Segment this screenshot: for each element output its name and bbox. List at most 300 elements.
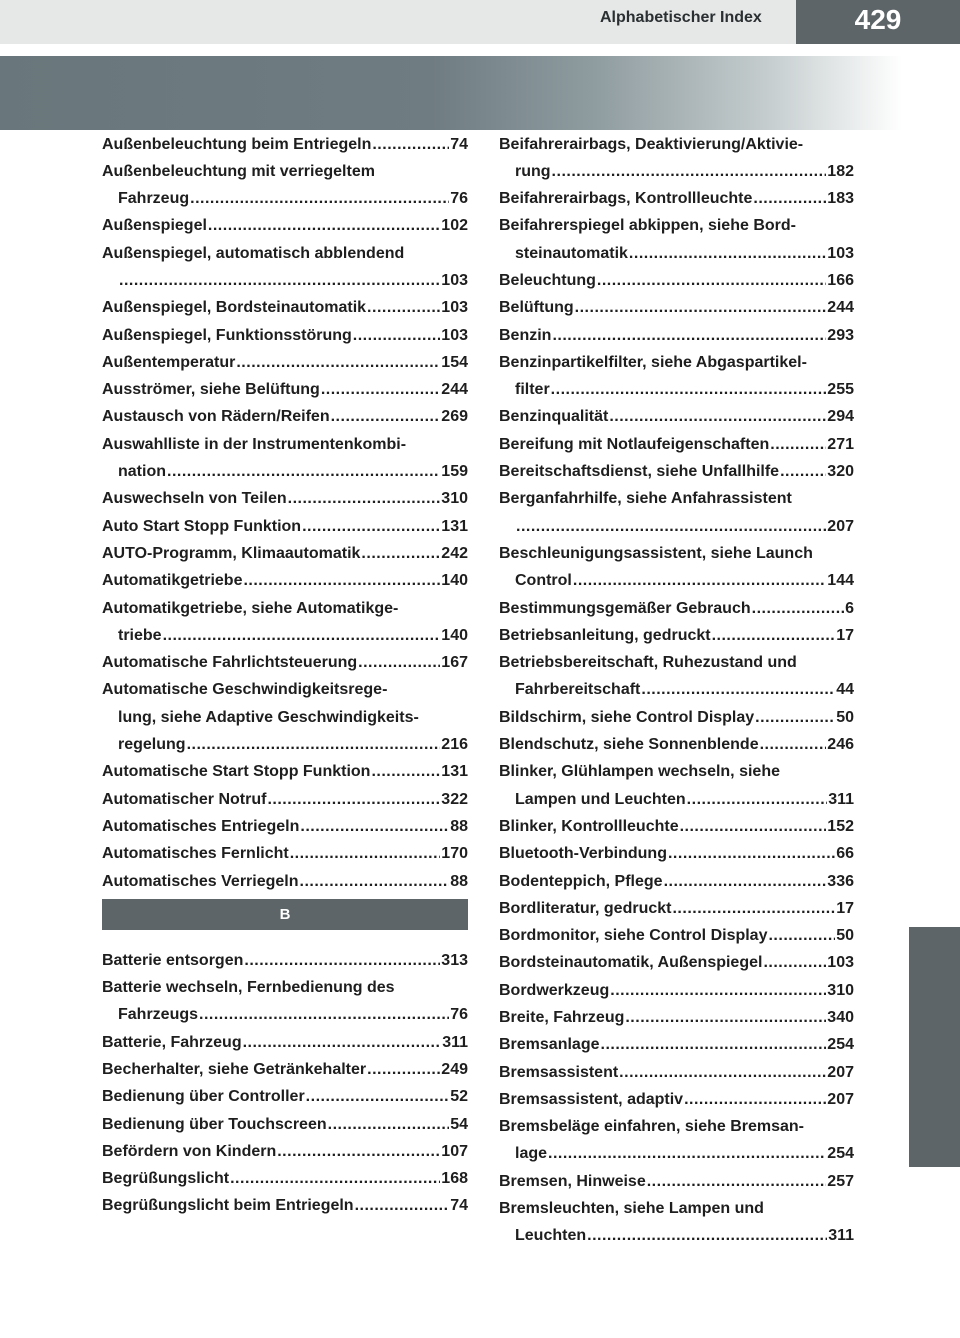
index-entry-line — [102, 431, 468, 458]
leader-dots — [190, 185, 449, 212]
leader-dots — [684, 1086, 826, 1113]
leader-dots — [668, 840, 835, 867]
index-page-number: 131 — [441, 763, 468, 781]
index-entry-line — [102, 322, 468, 349]
leader-dots — [551, 376, 827, 403]
index-entry — [499, 322, 854, 349]
index-entry-text: Bereitschaftsdienst, siehe Unfallhilfe — [499, 463, 780, 481]
index-entry-text: Bordliteratur, gedruckt — [499, 899, 672, 917]
index-entry-line — [499, 212, 854, 239]
index-entry-line — [102, 131, 468, 158]
index-entry-line — [102, 158, 468, 185]
index-entry-text: Begrüßungslicht — [102, 1170, 230, 1188]
leader-dots — [306, 1083, 450, 1110]
index-entry-text: Batterie wechseln, Fernbedienung des — [102, 979, 395, 997]
index-entry-text: Beschleunigungsassistent, siehe Launch — [499, 544, 813, 562]
index-page-number: 103 — [441, 326, 468, 344]
index-page-number: 66 — [836, 845, 854, 863]
index-entry-text: Auswechseln von Teilen — [102, 490, 287, 508]
index-entry — [499, 868, 854, 895]
leader-dots — [367, 294, 440, 321]
leader-dots — [290, 840, 441, 867]
leader-dots — [610, 977, 826, 1004]
index-entry-text: Benzin — [499, 326, 552, 344]
index-entry-line — [102, 974, 468, 1001]
index-entry-text: Außenspiegel — [102, 217, 207, 235]
index-entry-line — [499, 840, 854, 867]
leader-dots — [780, 458, 826, 485]
index-page-number: 88 — [450, 872, 468, 890]
index-entry — [102, 1056, 468, 1083]
index-entry — [102, 513, 468, 540]
index-entry — [102, 974, 468, 1029]
index-entry-text: Breite, Fahrzeug — [499, 1009, 625, 1026]
leader-dots — [243, 1029, 442, 1056]
index-entry — [499, 349, 854, 404]
index-entry-text: Bremsanlage — [499, 1036, 600, 1054]
index-entry-text: Automatische Geschwindigkeitsrege- — [102, 681, 388, 699]
index-entry-line — [499, 540, 854, 567]
index-page-number: 216 — [441, 736, 468, 754]
index-entry-line — [499, 322, 854, 349]
leader-dots — [573, 567, 826, 594]
index-entry-line — [499, 977, 854, 1004]
index-page-number: 257 — [827, 1172, 854, 1190]
index-entry-text: Bremsen, Hinweise — [499, 1172, 646, 1190]
index-entry-line — [102, 513, 468, 540]
index-entry — [499, 267, 854, 294]
leader-dots — [625, 1004, 826, 1031]
leader-dots — [712, 622, 836, 649]
index-entry-line — [102, 1083, 468, 1110]
index-entry — [499, 758, 854, 813]
index-entry — [499, 1168, 854, 1195]
index-entry-text: nation — [118, 463, 166, 481]
index-entry-line — [102, 704, 468, 731]
leader-dots — [770, 431, 826, 458]
index-entry-text: Belüftung — [499, 299, 574, 317]
index-entry-line — [102, 786, 468, 813]
index-entry-text: steinautomatik — [515, 244, 628, 262]
index-entry-line — [102, 185, 468, 212]
index-entry-line — [102, 649, 468, 676]
index-entry — [499, 185, 854, 212]
leader-dots — [167, 458, 440, 485]
index-entry — [499, 1059, 854, 1086]
leader-dots — [763, 949, 826, 976]
index-entry-text: Automatikgetriebe — [102, 572, 243, 590]
leader-dots — [597, 267, 826, 294]
index-entry — [102, 758, 468, 785]
index-page-number: 311 — [828, 790, 854, 808]
index-page-number: 293 — [827, 326, 854, 344]
index-entry-text: Austausch von Rädern/Reifen — [102, 408, 330, 426]
index-page-number: 103 — [441, 299, 468, 317]
index-entry-text: Automatikgetriebe, siehe Automatikge- — [102, 599, 399, 617]
index-page-number: 322 — [441, 790, 468, 808]
index-entry-line — [499, 704, 854, 731]
index-entry-text: Bremsassistent — [499, 1063, 619, 1081]
index-page-number: 336 — [827, 872, 854, 890]
index-entry-text: Fahrzeugs — [118, 1006, 199, 1024]
leader-dots — [353, 322, 441, 349]
index-page-number: 107 — [441, 1142, 468, 1160]
letter-section-header: B — [102, 899, 468, 930]
index-entry — [102, 403, 468, 430]
index-entry-line — [102, 485, 468, 512]
leader-dots — [244, 947, 440, 974]
index-entry — [102, 786, 468, 813]
leader-dots — [516, 513, 826, 540]
index-entry-line — [499, 1031, 854, 1058]
index-page-number: 166 — [827, 271, 854, 289]
leader-dots — [302, 513, 440, 540]
index-page-number: 50 — [836, 708, 854, 726]
index-entry-text: Beifahrerairbags, Kontrollleuchte — [499, 190, 753, 208]
index-entry-text: Benzinqualität — [499, 408, 609, 426]
index-entry — [499, 1031, 854, 1058]
index-entry — [102, 431, 468, 486]
index-entry-line — [499, 758, 854, 785]
index-page-number: 17 — [836, 626, 854, 644]
index-entry-line — [499, 376, 854, 403]
index-entry-text: Control — [515, 572, 572, 590]
index-entry-line — [499, 131, 854, 158]
index-entry-line — [499, 185, 854, 212]
index-entry-text: Leuchten — [515, 1227, 587, 1245]
index-entry-text: Außenspiegel, Bordsteinautomatik — [102, 299, 367, 317]
index-entry-line — [499, 949, 854, 976]
index-entry — [499, 595, 854, 622]
index-page-number: 255 — [827, 381, 854, 399]
index-entry-text: triebe — [118, 626, 162, 644]
index-entry-line — [102, 1029, 468, 1056]
index-list-b — [102, 947, 468, 1220]
index-entry-line — [499, 1195, 854, 1222]
index-page-number: 88 — [450, 817, 468, 835]
leader-dots — [187, 731, 441, 758]
index-entry — [102, 1083, 468, 1110]
index-entry — [102, 813, 468, 840]
index-entry — [102, 947, 468, 974]
index-entry-line — [499, 895, 854, 922]
index-entry-line — [499, 922, 854, 949]
index-entry-line — [102, 540, 468, 567]
index-entry-text: Außentemperatur — [102, 353, 236, 371]
index-entry-line — [499, 513, 854, 540]
leader-dots — [753, 185, 826, 212]
index-page-number: 144 — [827, 572, 854, 590]
index-page-number: 168 — [441, 1170, 468, 1188]
index-page-number: 271 — [827, 435, 854, 453]
index-list-right — [499, 131, 854, 1250]
index-column-right — [499, 131, 854, 1250]
index-page-number: 140 — [441, 572, 468, 590]
index-entry-line — [102, 1165, 468, 1192]
index-entry-text: Automatisches Fernlicht — [102, 845, 289, 863]
index-page-number: 76 — [450, 190, 468, 208]
index-entry-text: Batterie, Fahrzeug — [102, 1033, 242, 1051]
index-entry-line — [499, 1004, 854, 1031]
index-entry-text: Betriebsbereitschaft, Ruhezustand und — [499, 654, 797, 672]
index-entry-text: Auswahlliste in der Instrumentenkombi- — [102, 435, 407, 453]
index-entry-text: Außenbeleuchtung mit verriegeltem — [102, 162, 375, 180]
leader-dots — [575, 294, 827, 321]
index-entry-text: Automatisches Verriegeln — [102, 872, 299, 890]
index-entry — [499, 704, 854, 731]
index-entry-text: Bluetooth-Verbindung — [499, 845, 667, 863]
index-entry-text: Bordsteinautomatik, Außenspiegel — [499, 954, 763, 972]
index-entry — [499, 294, 854, 321]
leader-dots — [199, 1001, 449, 1028]
index-entry-line — [499, 349, 854, 376]
index-page-number: 313 — [441, 951, 468, 969]
index-entry-text: Beifahrerairbags, Deaktivierung/Aktivie- — [499, 135, 804, 153]
index-page-number: 244 — [827, 299, 854, 317]
index-entry-line — [102, 376, 468, 403]
index-entry-line — [102, 1138, 468, 1165]
index-entry — [499, 485, 854, 540]
index-entry — [499, 212, 854, 267]
page-number: 429 — [796, 0, 960, 44]
thumb-index-tab — [909, 927, 960, 1167]
index-entry-line — [102, 622, 468, 649]
index-entry-text: Benzinpartikelfilter, siehe Abgaspartikel- — [499, 353, 807, 371]
index-page-number: 17 — [836, 899, 854, 917]
index-page-number: 152 — [827, 817, 854, 835]
section-title: Alphabetischer Index — [600, 9, 762, 26]
index-entry-line — [102, 567, 468, 594]
leader-dots — [236, 349, 440, 376]
index-page-number: 167 — [441, 654, 468, 672]
index-page-number: 182 — [827, 162, 854, 180]
index-entry-text: Bremsassistent, adaptiv — [499, 1090, 684, 1108]
index-entry — [102, 1029, 468, 1056]
index-entry-line — [499, 731, 854, 758]
index-entry-text: Bedienung über Controller — [102, 1088, 305, 1106]
index-entry-text: Batterie entsorgen — [102, 951, 244, 969]
index-entry-text: Außenbeleuchtung beim Entriegeln — [102, 135, 372, 153]
index-entry — [102, 1138, 468, 1165]
index-entry-line — [102, 1001, 468, 1028]
leader-dots — [752, 595, 844, 622]
index-entry-line — [499, 1168, 854, 1195]
leader-dots — [601, 1031, 827, 1058]
header-banner — [0, 56, 960, 130]
leader-dots — [760, 731, 827, 758]
index-entry-text: Außenspiegel, Funktionsstörung — [102, 326, 352, 344]
index-page-number: 103 — [827, 954, 854, 972]
index-entry — [499, 813, 854, 840]
index-entry-line — [499, 595, 854, 622]
index-entry — [102, 376, 468, 403]
leader-dots — [587, 1222, 827, 1249]
index-entry-text: Becherhalter, siehe Getränkehalter — [102, 1061, 367, 1078]
leader-dots — [361, 540, 440, 567]
index-entry — [499, 949, 854, 976]
index-entry — [102, 567, 468, 594]
index-list-a — [102, 131, 468, 895]
index-entry — [499, 1004, 854, 1031]
index-entry-line — [499, 1086, 854, 1113]
leader-dots — [768, 922, 835, 949]
index-entry-text: Berganfahrhilfe, siehe Anfahrassistent — [499, 490, 792, 508]
leader-dots — [664, 868, 827, 895]
index-page-number: 103 — [441, 271, 468, 289]
index-entry — [499, 895, 854, 922]
index-page-number: 207 — [827, 1090, 854, 1108]
leader-dots — [619, 1059, 826, 1086]
index-entry-line — [499, 649, 854, 676]
leader-dots — [288, 485, 441, 512]
index-entry-line — [499, 1059, 854, 1086]
index-page-number: 76 — [450, 1006, 468, 1024]
index-entry-line — [499, 567, 854, 594]
index-entry-line — [102, 758, 468, 785]
index-page-number: 310 — [827, 981, 854, 999]
index-entry-line — [102, 240, 468, 267]
index-entry — [499, 977, 854, 1004]
index-entry-line — [102, 595, 468, 622]
index-page-number: 311 — [442, 1033, 468, 1051]
index-entry-text: Lampen und Leuchten — [515, 790, 686, 808]
leader-dots — [672, 895, 835, 922]
index-entry-text: Begrüßungslicht beim Entriegeln — [102, 1197, 354, 1215]
index-entry — [102, 485, 468, 512]
index-entry-text: Bordmonitor, siehe Control Display — [499, 927, 768, 945]
index-entry — [102, 868, 468, 895]
index-entry — [499, 131, 854, 186]
leader-dots — [321, 376, 440, 403]
index-page-number: 74 — [450, 1197, 468, 1215]
index-entry-line — [102, 947, 468, 974]
index-entry-line — [102, 294, 468, 321]
index-entry-text: Fahrzeug — [118, 190, 190, 208]
index-entry-text: Bildschirm, siehe Control Display — [499, 708, 755, 726]
index-page-number: 140 — [441, 626, 468, 644]
index-entry-text: Fahrbereitschaft — [515, 681, 641, 699]
index-entry — [102, 595, 468, 650]
index-page-number: 294 — [827, 408, 854, 426]
index-page-number: 54 — [450, 1115, 468, 1133]
index-entry — [499, 622, 854, 649]
index-entry-line — [499, 622, 854, 649]
index-entry-line — [102, 349, 468, 376]
index-page-number: 254 — [827, 1145, 854, 1163]
index-entry-text: Beifahrerspiegel abkippen, siehe Bord- — [499, 217, 796, 235]
index-entry-text: lung, siehe Adaptive Geschwindigkeits- — [118, 708, 419, 726]
index-entry-text: Bedienung über Touchscreen — [102, 1115, 327, 1133]
index-entry-text: Außenspiegel, automatisch abblendend — [102, 244, 405, 262]
index-entry-line — [102, 1111, 468, 1138]
index-page-number: 170 — [441, 845, 468, 863]
leader-dots — [552, 158, 827, 185]
index-entry — [102, 240, 468, 295]
leader-dots — [119, 267, 440, 294]
index-entry-line — [499, 403, 854, 430]
index-entry — [499, 1113, 854, 1168]
leader-dots — [641, 676, 835, 703]
leader-dots — [609, 403, 826, 430]
index-page-number: 154 — [441, 353, 468, 371]
index-entry-line — [102, 731, 468, 758]
index-page-number: 311 — [828, 1227, 854, 1245]
index-page-number: 183 — [827, 190, 854, 208]
index-page-number: 246 — [827, 736, 854, 754]
index-page-number: 254 — [827, 1036, 854, 1054]
leader-dots — [277, 1138, 440, 1165]
leader-dots — [552, 322, 826, 349]
index-entry-text: Bestimmungsgemäßer Gebrauch — [499, 599, 751, 617]
index-entry-text: AUTO-Programm, Klimaautomatik — [102, 544, 361, 562]
index-page-number: 244 — [441, 381, 468, 399]
index-entry — [102, 349, 468, 376]
index-entry-text: Befördern von Kindern — [102, 1142, 277, 1160]
leader-dots — [355, 1192, 450, 1219]
index-entry-line — [102, 458, 468, 485]
leader-dots — [687, 786, 828, 813]
index-entry — [102, 649, 468, 676]
index-entry-line — [102, 403, 468, 430]
index-entry — [102, 676, 468, 758]
index-entry-line — [499, 813, 854, 840]
index-entry-text: Beleuchtung — [499, 271, 596, 289]
index-entry — [499, 540, 854, 595]
index-entry — [102, 1165, 468, 1192]
index-page-number: 320 — [827, 463, 854, 481]
index-entry-text: Blinker, Glühlampen wechseln, siehe — [499, 763, 780, 781]
index-entry — [499, 431, 854, 458]
index-entry — [499, 1195, 854, 1250]
index-entry-line — [102, 868, 468, 895]
index-entry-text: Bremsbeläge einfahren, siehe Bremsan- — [499, 1118, 805, 1136]
leader-dots — [358, 649, 440, 676]
index-page-number: 44 — [836, 681, 854, 699]
index-entry-text: Bremsleuchten, siehe Lampen und — [499, 1200, 764, 1218]
index-entry-text: Betriebsanleitung, gedruckt — [499, 626, 711, 644]
index-entry-text: Automatischer Notruf — [102, 790, 267, 808]
index-entry — [499, 840, 854, 867]
index-entry-line — [102, 212, 468, 239]
index-entry-line — [102, 813, 468, 840]
index-page-number: 52 — [450, 1088, 468, 1106]
index-entry-line — [102, 267, 468, 294]
index-entry — [102, 1192, 468, 1219]
index-entry-text: Blendschutz, siehe Sonnenblende — [499, 736, 759, 754]
index-entry — [102, 540, 468, 567]
index-column-left — [102, 131, 468, 1220]
index-entry-text: lage — [515, 1145, 548, 1163]
index-entry-line — [102, 1192, 468, 1219]
index-entry-line — [102, 676, 468, 703]
index-entry-line — [499, 1222, 854, 1249]
index-entry-text: Automatische Fahrlichtsteuerung — [102, 654, 358, 672]
index-entry — [102, 840, 468, 867]
index-page-number: 207 — [827, 1063, 854, 1081]
index-page-number: 102 — [441, 217, 468, 235]
index-entry-text: Bodenteppich, Pflege — [499, 872, 663, 890]
index-entry-line — [499, 868, 854, 895]
index-entry — [102, 212, 468, 239]
index-entry-line — [499, 431, 854, 458]
leader-dots — [372, 131, 449, 158]
leader-dots — [367, 1056, 440, 1083]
leader-dots — [755, 704, 835, 731]
index-page-number: 74 — [450, 135, 468, 153]
index-entry — [102, 294, 468, 321]
index-entry-text: Auto Start Stopp Funktion — [102, 517, 302, 535]
leader-dots — [163, 622, 441, 649]
